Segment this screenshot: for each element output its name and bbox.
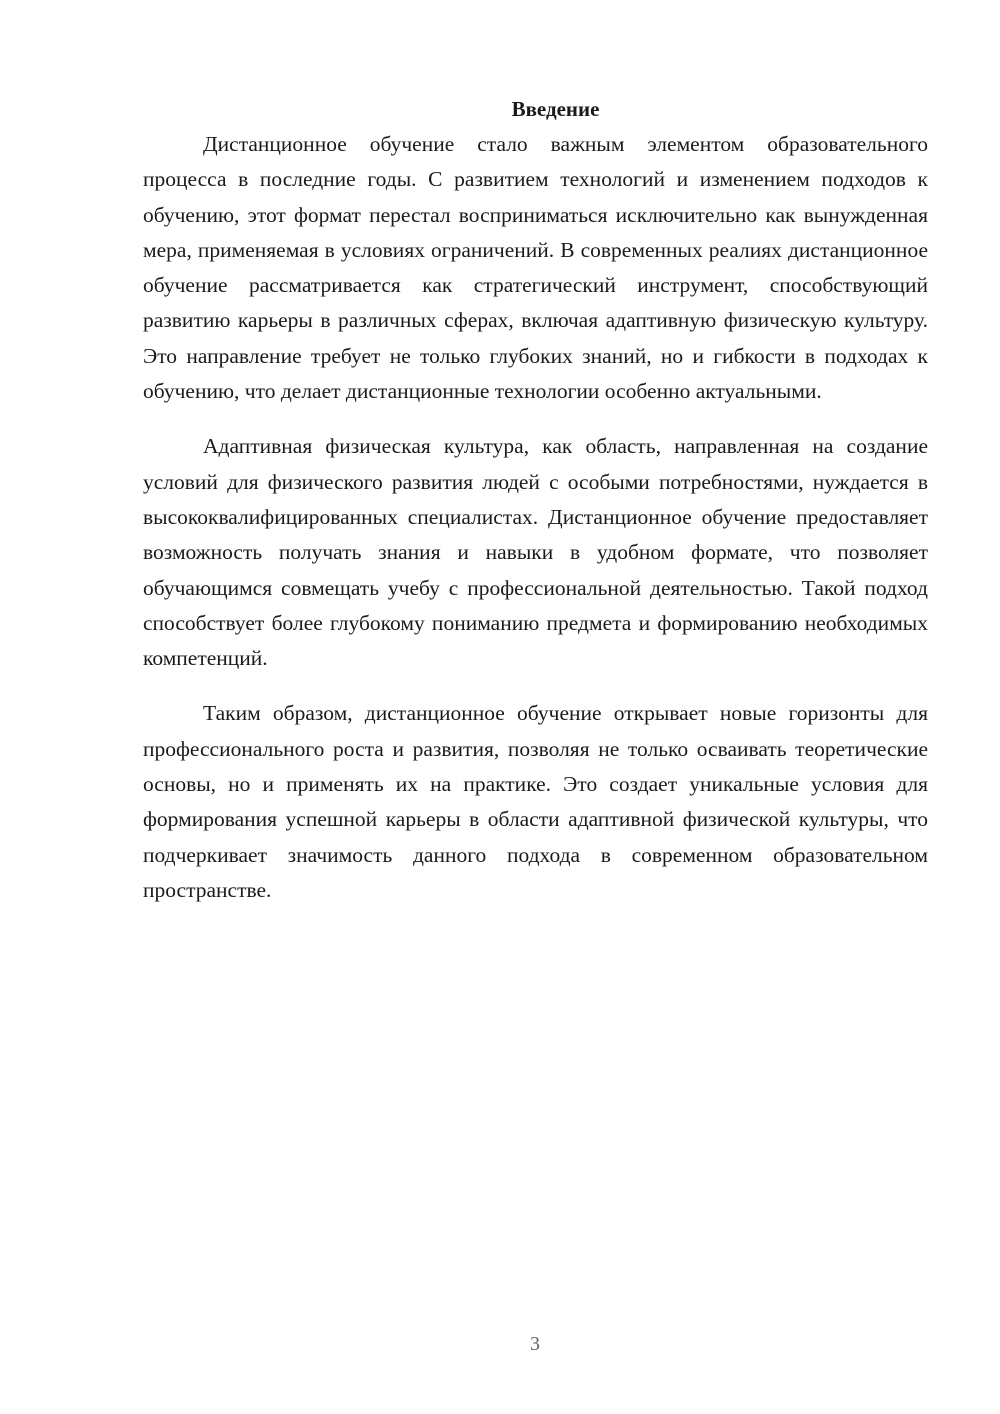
paragraph-3: Таким образом, дистанционное обучение открывает новые горизонты для профессионального роста и развития, позволяя не только осваивать теоретические основы, но и применять их на практике. Это создает уникальные условия для формирования успешной карьеры в области адаптивной физической культуры, что подчеркивает значимость данного подхода в современном образовательном пространстве. bbox=[143, 701, 928, 902]
paragraph-1: Дистанционное обучение стало важным элементом образовательного процесса в последние годы. С развитием технологий и изменением подходов к обучению, этот формат перестал восприниматься исключительно как вынужденная мера, применяемая в условиях ограничений. В современных реалиях дистанционное обучение рассматривается как стратегический инструмент, способствующий развитию карьеры в различных сферах, включая адаптивную физическую культуру. Это направление требует не только глубоких знаний, но и гибкости в подходах к обучению, что делает дистанционные технологии особенно актуальными. bbox=[143, 132, 928, 404]
page-number: 3 bbox=[530, 1333, 540, 1355]
document-page bbox=[143, 92, 928, 908]
section-title: Введение bbox=[511, 97, 600, 121]
paragraph-2: Адаптивная физическая культура, как область, направленная на создание условий для физического развития людей с особыми потребностями, нуждается в высококвалифицированных специалистах. Дистанционное обучение предоставляет возможность получать знания и навыки в удобном формате, что позволяет обучающимся совмещать учебу с профессиональной деятельностью. Такой подход способствует более глубокому пониманию предмета и формированию необходимых компетенций. bbox=[143, 434, 928, 671]
